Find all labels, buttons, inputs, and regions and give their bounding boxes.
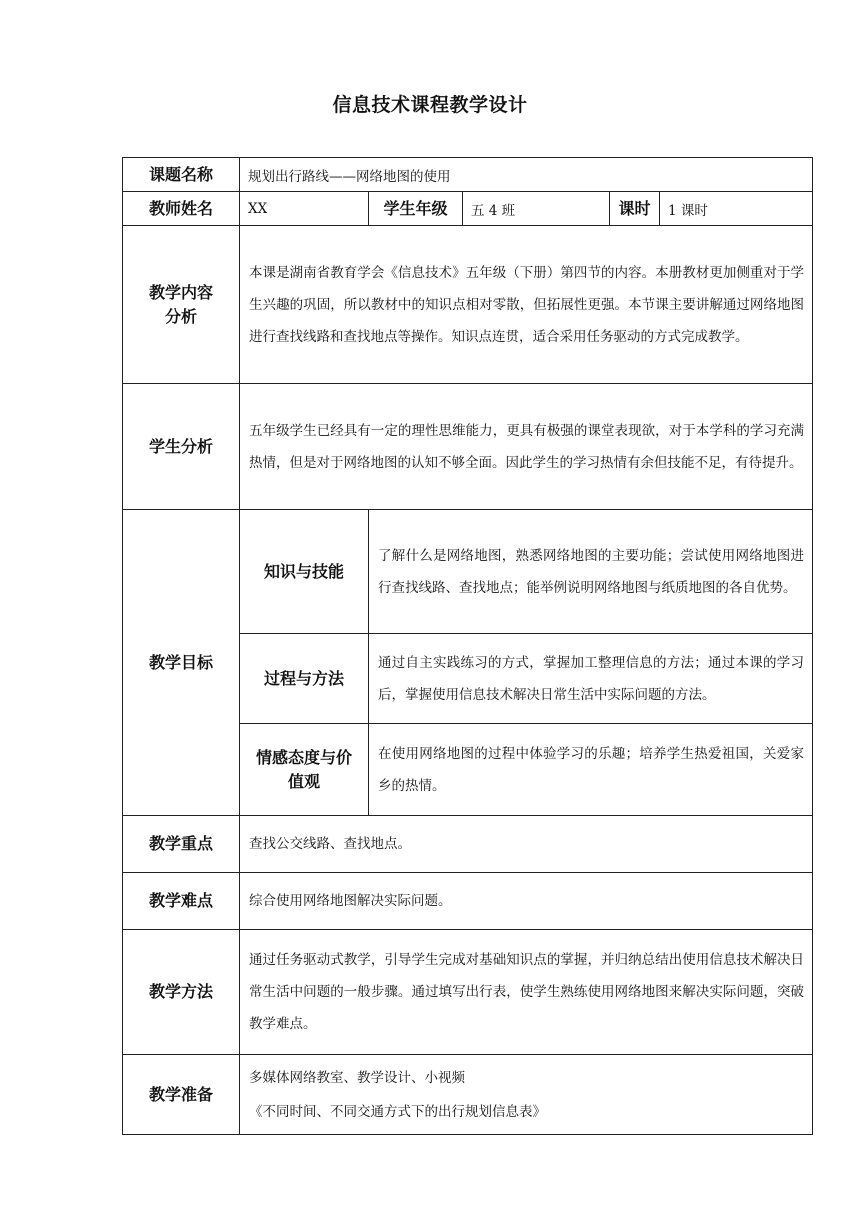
key-points-text: 查找公交线路、查找地点。 — [240, 816, 813, 873]
row-topic — [123, 158, 813, 192]
content-analysis-text: 本课是湖南省教育学会《信息技术》五年级（下册）第四节的内容。本册教材更加侧重对于学生兴趣的巩固，所以教材中的知识点相对零散，但拓展性更强。本节课主要讲解通过网络地图进行查找线路和查找地点等操作。知识点连贯，适合采用任务驱动的方式完成教学。 — [240, 226, 813, 384]
preparation-text — [240, 1055, 813, 1135]
preparation-line-1: 多媒体网络教室、教学设计、小视频 — [249, 1069, 465, 1086]
difficulties-text: 综合使用网络地图解决实际问题。 — [240, 873, 813, 930]
document-title: 信息技术课程教学设计 — [332, 94, 528, 116]
preparation-line-2: 《不同时间、不同交通方式下的出行规划信息表》 — [249, 1103, 546, 1120]
row-goal-knowledge — [123, 510, 813, 634]
student-analysis-label: 学生分析 — [123, 384, 240, 510]
row-methods — [123, 930, 813, 1055]
hours-value: 1 课时 — [660, 192, 813, 226]
teacher-value: XX — [240, 192, 369, 226]
student-analysis-text: 五年级学生已经具有一定的理性思维能力，更具有极强的课堂表现欲，对于本学科的学习充满热情，但是对于网络地图的认知不够全面。因此学生的学习热情有余但技能不足，有待提升。 — [240, 384, 813, 510]
attitude-values-label: 情感态度与价值观 — [240, 724, 369, 816]
grade-value: 五 4 班 — [463, 192, 610, 226]
row-content-analysis — [123, 226, 813, 384]
knowledge-skills-text: 了解什么是网络地图，熟悉网络地图的主要功能；尝试使用网络地图进行查找线路、查找地点；能举例说明网络地图与纸质地图的各自优势。 — [369, 510, 813, 634]
difficulties-label: 教学难点 — [123, 873, 240, 930]
row-teacher — [123, 192, 813, 226]
process-methods-label: 过程与方法 — [240, 634, 369, 724]
methods-text: 通过任务驱动式教学，引导学生完成对基础知识点的掌握，并归纳总结出使用信息技术解决日常生活中问题的一般步骤。通过填写出行表，使学生熟练使用网络地图来解决实际问题，突破教学难点。 — [240, 930, 813, 1055]
lesson-plan-table — [122, 157, 813, 1135]
row-preparation — [123, 1055, 813, 1135]
row-student-analysis — [123, 384, 813, 510]
grade-label: 学生年级 — [369, 192, 463, 226]
row-difficulties — [123, 873, 813, 930]
attitude-values-text: 在使用网络地图的过程中体验学习的乐趣；培养学生热爱祖国，关爱家乡的热情。 — [369, 724, 813, 816]
hours-label: 课时 — [610, 192, 660, 226]
preparation-label: 教学准备 — [123, 1055, 240, 1135]
row-key-points — [123, 816, 813, 873]
methods-label: 教学方法 — [123, 930, 240, 1055]
topic-value: 规划出行路线——网络地图的使用 — [240, 158, 813, 192]
process-methods-text: 通过自主实践练习的方式，掌握加工整理信息的方法；通过本课的学习后，掌握使用信息技术解决日常生活中实际问题的方法。 — [369, 634, 813, 724]
knowledge-skills-label: 知识与技能 — [240, 510, 369, 634]
teacher-label: 教师姓名 — [123, 192, 240, 226]
content-analysis-label: 教学内容分析 — [123, 226, 240, 384]
goals-label: 教学目标 — [123, 510, 240, 816]
topic-label: 课题名称 — [123, 158, 240, 192]
key-points-label: 教学重点 — [123, 816, 240, 873]
